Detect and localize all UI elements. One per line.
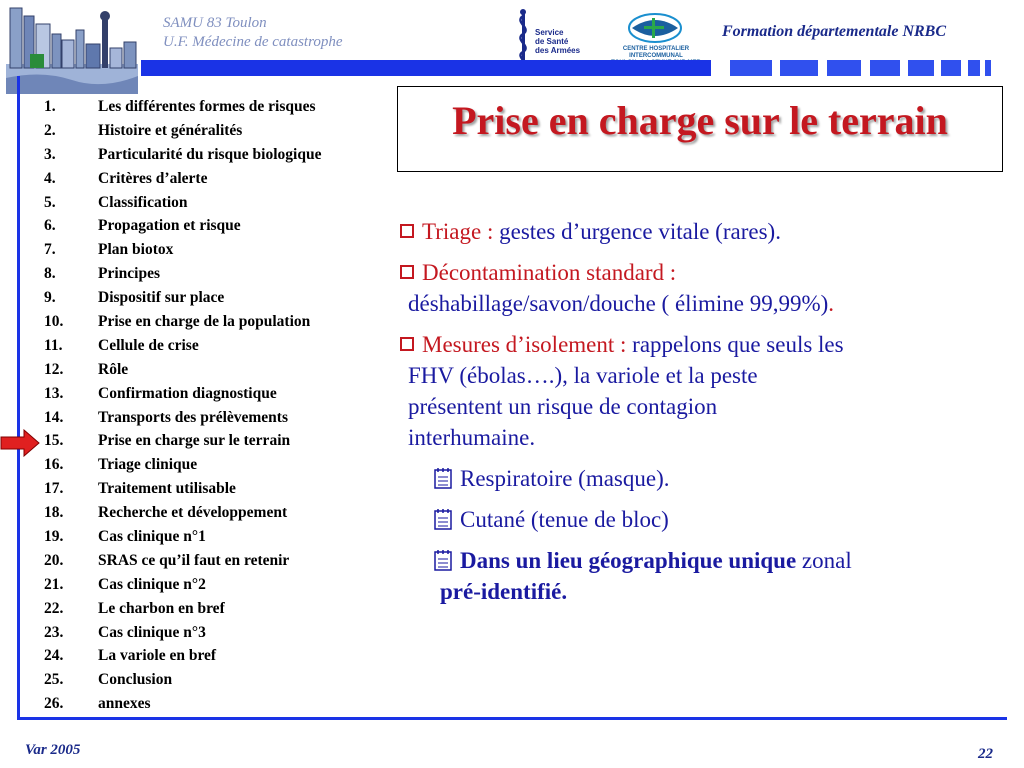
header-organization [163,14,343,52]
toc-item[interactable] [44,286,321,310]
toc-item-label: Confirmation diagnostique [98,384,277,402]
toc-item[interactable] [44,406,321,430]
toc-item-label: Principes [98,265,160,283]
toc-item[interactable] [44,573,321,597]
toc-item[interactable] [44,119,321,143]
current-item-arrow-icon [0,429,40,457]
toc-item-number: 20. [44,551,64,569]
toc-item-label: Propagation et risque [98,217,241,235]
toc-item[interactable] [44,310,321,334]
toc-item-label: Traitement utilisable [98,480,236,498]
bullet-label: Mesures d’isolement : [422,332,627,357]
toc-item-label: Prise en charge sur le terrain [98,432,291,450]
sub-bullet-text: Dans un lieu géographique unique [460,548,797,573]
city-skyline-logo [2,4,142,96]
toc-item[interactable] [44,549,321,573]
ssa-logo-text: Service de Santé des Armées [535,28,581,55]
header-decor-square [985,60,991,76]
toc-item-label: Cas clinique n°1 [98,528,206,546]
toc-item-label: Plan biotox [98,241,174,259]
toc-item[interactable] [44,692,321,716]
toc-item[interactable] [44,262,321,286]
toc-item-label: Le charbon en bref [98,599,225,617]
slide-content [400,216,1000,607]
toc-item-number: 4. [44,169,56,187]
bullet-text-end: . [828,291,835,316]
toc-item-label: annexes [98,695,151,713]
sub-bullet-text-end: zonal [801,548,852,573]
bullet-label: Décontamination standard : [422,260,677,285]
toc-item[interactable] [44,597,321,621]
bullet-text: déshabillage/savon/douche ( élimine 99,99%) [408,291,829,316]
toc-item[interactable] [44,334,321,358]
header-decor-square [941,60,961,76]
toc-item-label: Recherche et développement [98,504,288,522]
header-decor-square [908,60,934,76]
toc-item-label: Triage clinique [98,456,198,474]
sub-bullet-text: Respiratoire (masque). [460,466,670,491]
header-blue-bar [141,60,711,76]
bullet-text: présentent un risque de contagion [408,394,718,419]
toc-item-number: 11. [44,336,63,354]
toc-item-number: 21. [44,575,64,593]
toc-item[interactable] [44,191,321,215]
toc-item[interactable] [44,143,321,167]
bullet-text: rappelons que seuls les [632,332,844,357]
toc-item-label: Transports des prélèvements [98,408,288,426]
square-bullet-icon [400,265,414,279]
sub-bullet-respiratoire [400,463,1000,494]
toc-item-number: 2. [44,121,56,139]
toc-item[interactable] [44,238,321,262]
toc-item-label: La variole en bref [98,647,217,665]
toc-item-number: 8. [44,265,56,283]
header-decor-square [730,60,772,76]
toc-item-label: Particularité du risque biologique [98,145,322,163]
toc-item-label: Cas clinique n°2 [98,575,206,593]
toc-item[interactable] [44,525,321,549]
frame-left-line [17,76,20,720]
org-line-1: SAMU 83 Toulon [163,15,267,31]
toc-item-number: 23. [44,623,64,641]
toc-item-number: 13. [44,384,64,402]
toc-item-number: 3. [44,145,56,163]
toc-item-label: SRAS ce qu’il faut en retenir [98,551,290,569]
hospital-logo-text: CENTRE HOSPITALIER INTERCOMMUNAL [622,46,690,59]
org-line-2: U.F. Médecine de catastrophe [163,34,343,50]
toc-item-label: Dispositif sur place [98,289,225,307]
notepad-icon [432,466,454,490]
bullet-text: interhumaine. [408,425,536,450]
bullet-text: gestes d’urgence vitale (rares). [499,219,781,244]
toc-item-number: 7. [44,241,56,259]
title-box [397,86,1003,172]
sub-bullet-lieu [400,545,1000,576]
bullet-decontamination [400,257,1000,288]
header-decor-square [968,60,980,76]
toc-item-label: Classification [98,193,188,211]
bullet-triage [400,216,1000,247]
toc-item-number: 17. [44,480,64,498]
toc-item-number: 26. [44,695,64,713]
toc-item[interactable] [44,214,321,238]
sub-bullet-text: Cutané (tenue de bloc) [460,507,669,532]
toc-item[interactable] [44,621,321,645]
toc-item-label: Conclusion [98,671,173,689]
toc-item[interactable] [44,95,321,119]
frame-bottom-line [17,717,1007,720]
square-bullet-icon [400,337,414,351]
toc-item-number: 25. [44,671,64,689]
course-title: Formation départementale NRBC [722,23,947,40]
toc-item-label: Cas clinique n°3 [98,623,206,641]
toc-item[interactable] [44,644,321,668]
sub-bullet-text: pré-identifié. [440,579,568,604]
toc-item-number: 14. [44,408,64,426]
toc-item[interactable] [44,429,321,453]
bullet-isolement [400,329,1000,360]
toc-item-number: 19. [44,528,64,546]
toc-item[interactable] [44,477,321,501]
bullet-label: Triage : [422,219,494,244]
toc-item-number: 18. [44,504,64,522]
notepad-icon [432,507,454,531]
table-of-contents [44,95,321,716]
toc-item[interactable] [44,358,321,382]
toc-item-number: 5. [44,193,56,211]
toc-item-number: 22. [44,599,64,617]
toc-item-label: Cellule de crise [98,336,199,354]
header-decor-square [780,60,818,76]
toc-item[interactable] [44,668,321,692]
toc-item-number: 6. [44,217,56,235]
toc-item-number: 24. [44,647,64,665]
toc-item-number: 16. [44,456,64,474]
toc-item[interactable] [44,501,321,525]
toc-item[interactable] [44,453,321,477]
toc-item-label: Critères d’alerte [98,169,208,187]
toc-item-number: 10. [44,313,64,331]
toc-item-label: Les différentes formes de risques [98,98,316,115]
page-number: 22 [978,746,993,762]
toc-item-number: 9. [44,289,56,307]
toc-item[interactable] [44,382,321,406]
toc-item-number: 15. [44,432,64,450]
toc-item-label: Histoire et généralités [98,121,243,139]
toc-item-number: 1. [44,98,56,115]
toc-item-number: 12. [44,360,64,378]
toc-item-label: Rôle [98,360,129,378]
square-bullet-icon [400,224,414,238]
notepad-icon [432,548,454,572]
bullet-text: FHV (ébolas….), la variole et la peste [408,363,758,388]
footer-date: Var 2005 [25,742,81,758]
sub-bullet-cutane [400,504,1000,535]
toc-item-label: Prise en charge de la population [98,313,311,331]
header-decor-square [870,60,900,76]
header-decor-square [827,60,861,76]
toc-item[interactable] [44,167,321,191]
slide-title: Prise en charge sur le terrain [452,98,948,143]
